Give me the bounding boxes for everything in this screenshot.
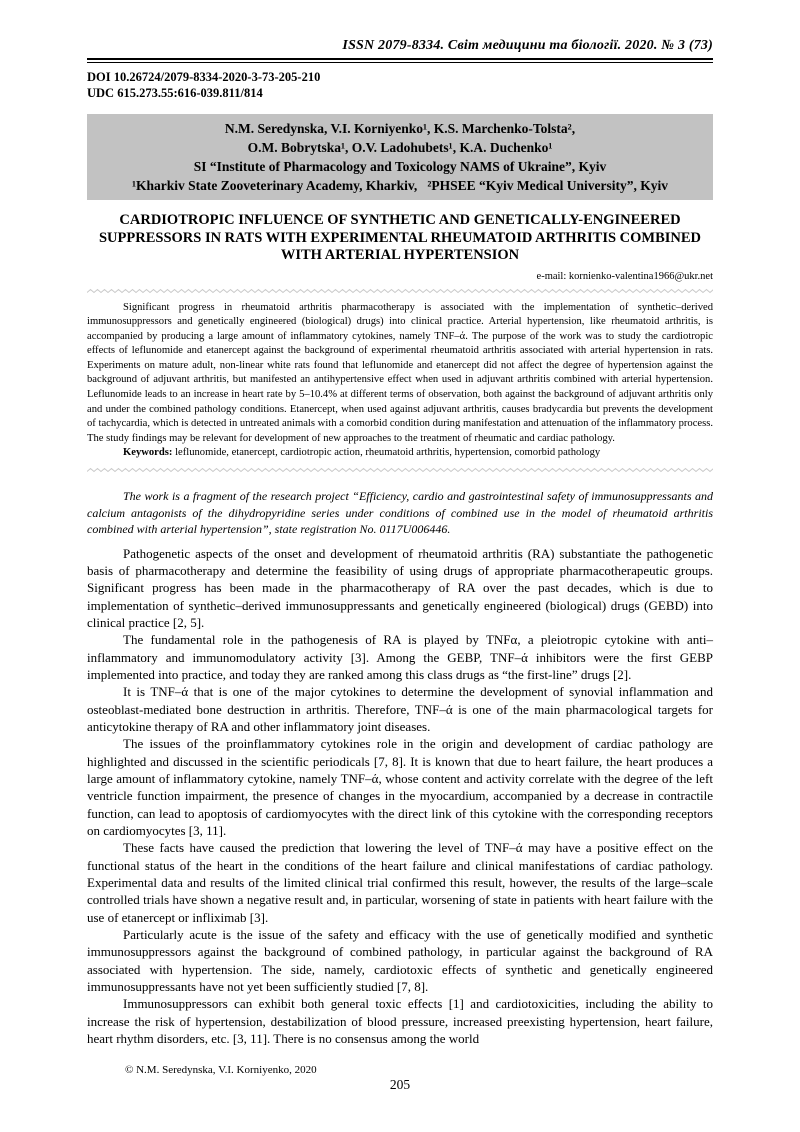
email-line: e-mail: kornienko-valentina1966@ukr.net bbox=[536, 270, 713, 282]
header-double-rule bbox=[87, 58, 713, 63]
keywords-text: leflunomide, etanercept, cardiotropic action, rheumatoid arthritis, hypertension, comorbid pathology bbox=[172, 447, 601, 459]
abstract-section bbox=[87, 301, 713, 462]
page-number: 205 bbox=[389, 1076, 411, 1092]
affiliation-line-1: SI “Institute of Pharmacology and Toxicology NAMS of Ukraine”, Kyiv bbox=[193, 159, 607, 174]
udc-line: UDC 615.273.55:616-039.811/814 bbox=[87, 85, 263, 100]
affiliation-line-2: ¹Kharkiv State Zooveterinary Academy, Kharkiv, ²PHSEE “Kyiv Medical University”, Kyiv bbox=[131, 178, 669, 193]
body-paragraph: Particularly acute is the issue of the safety and efficacy with the use of genetically modified and synthetic immunosuppressors against the background of combined pathology, in particular against the background of RA associated with hypertension. The side, namely, cardiotoxic effects of synthetic and genetically engineered immunosuppressants have not yet been sufficiently studied [7, 8]. bbox=[87, 927, 713, 995]
article-body bbox=[87, 545, 713, 1048]
author-line-1: N.M. Seredynska, V.I. Korniyenko¹, K.S. Marchenko-Tolsta², bbox=[224, 121, 576, 136]
body-paragraph: Immunosuppressors can exhibit both general toxic effects [1] and cardiotoxicities, including the ability to increase the risk of hypertension, destabilization of blood pressure, increased preexisting hypertension, heart failure, heart rhythm disorders, etc. [3, 11]. There is no consensus among the world bbox=[87, 996, 713, 1047]
body-paragraph: The fundamental role in the pathogenesis of RA is played by TNFα, a pleiotropic cytokine with anti–inflammatory and immunomodulatory activity [3]. Among the GEBP, TNF–ά inhibitors were the first GEBP implemented into practice, and today they are ranked among this class drugs as “the first-line” drugs [2]. bbox=[87, 632, 713, 682]
keywords-label: Keywords: bbox=[123, 447, 173, 459]
zigzag-divider-bottom bbox=[87, 467, 713, 473]
authors-block bbox=[87, 114, 713, 200]
author-line-2: O.M. Bobrytska¹, O.V. Ladohubets¹, K.A. Duchenko¹ bbox=[247, 140, 553, 155]
abstract-text: Significant progress in rheumatoid arthritis pharmacotherapy is associated with the implementation of synthetic–derived immunosuppressors and genetically engineered (biological) drugs) into clinical practice. Arterial hypertension, like rheumatoid arthritis, is accompanied by producing a large amount of inflammatory cytokines, namely TNF–ά. The purpose of the work was to study the cardiotropic effects of leflunomide and etanercept against the background of experimental rheumatoid arthritis associated with arterial hypertension in rats. Experiments on mature adult, non-linear white rats found that leflunomide and etanercept did not affect the degree of hypertension against the background of adjuvant arthritis, but manifested an antihypertensive effect when used in adjuvant arthritis combined with arterial hypertension. Leflunomide leads to an increase in heart rate by 5–10.4% at different terms of observation, both against the background of adjuvant arthritis only and under the combined pathology conditions. Etanercept, when used against adjuvant arthritis, causes bradycardia but prevents the development of tachycardia, which is detected in untreated animals with a comorbid condition during manifestation and attenuation of the inflammatory process. The study findings may be relevant for development of new approaches to the treatment of rheumatic and cardiac pathology. bbox=[87, 301, 713, 444]
doi-line: DOI 10.26724/2079-8334-2020-3-73-205-210 bbox=[87, 70, 321, 84]
keywords-line bbox=[87, 446, 713, 461]
body-paragraph: It is TNF–ά that is one of the major cytokines to determine the development of synovial inflammation and osteoblast-mediated bone destruction in arthritis. Therefore, TNF–ά is one of the main pharmacological targets for anticytokine therapy of RA and other inflammatory joint diseases. bbox=[87, 684, 713, 734]
project-note: The work is a fragment of the research project “Efficiency, cardio and gastrointestinal safety of immunosuppressants and calcium antagonists of the dihydropyridine series under conditions of combined use in the model of rheumatoid arthritis combined with arterial hypertension”, state registration No. 0117U006446. bbox=[87, 489, 713, 537]
body-paragraph: Pathogenetic aspects of the onset and development of rheumatoid arthritis (RA) substantiate the pathogenetic basis of pharmacotherapy and determine the feasibility of using drugs of appropriate pharmacotherapeutic groups. Significant progress has been made in the pharmacotherapy of RA over the past decades, which is due to implementation of synthetic–derived immunosuppressants and genetically engineered (biological) drugs (GEBD) into clinical practice [2, 5]. bbox=[87, 545, 713, 630]
journal-issn-header: ISSN 2079-8334. Світ медицини та біології. 2020. № 3 (73) bbox=[342, 38, 713, 53]
footer-copyright: © N.M. Seredynska, V.I. Korniyenko, 2020 bbox=[125, 1063, 317, 1076]
article-title: CARDIOTROPIC INFLUENCE OF SYNTHETIC AND GENETICALLY-ENGINEERED SUPPRESSORS IN RATS WITH EXPERIMENTAL RHEUMATOID ARTHRITIS COMBINED WITH ARTERIAL HYPERTENSION bbox=[98, 212, 702, 263]
body-paragraph: The issues of the proinflammatory cytokines role in the origin and development of cardiac pathology are highlighted and discussed in the scientific periodicals [7, 8]. It is known that due to heart failure, the heart produces a large amount of inflammatory cytokine, namely TNF–ά, whose content and activity correlate with the degree of the left ventricle function impairment, the presence of changes in the myocardium, accompanied by a decrease in contractile function, can lead to apoptosis of cardiomyocytes with the direct link of this cytokine with the corresponding receptors on cardiomyocytes [3, 11]. bbox=[87, 736, 713, 839]
zigzag-divider-top bbox=[87, 288, 713, 294]
body-paragraph: These facts have caused the prediction that lowering the level of TNF–ά may have a positive effect on the functional status of the heart in the conditions of the heart failure and clinical manifestations of cardiac pathology. Experimental data and results of the limited clinical trial confirmed this result, however, the results of the large–scale controlled trials have shown a negative result and, in particular, worsening of state in patients with heart failure with the use of etanercept or infliximab [3]. bbox=[87, 840, 713, 925]
